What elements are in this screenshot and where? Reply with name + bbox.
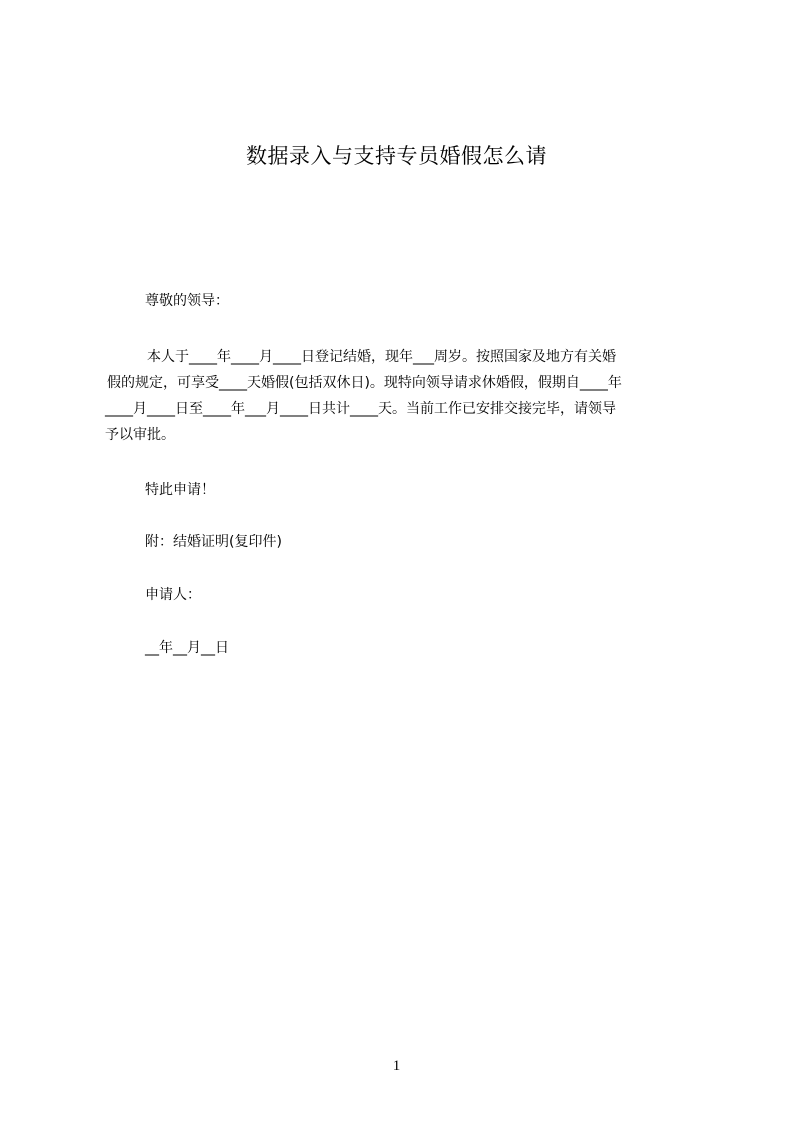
closing-statement: 特此申请！ [145,482,215,498]
applicant-label: 申请人： [145,587,201,603]
body-line: ____月____日至____年___月____日共计____天。当前工作已安排交接完毕，请领导 [105,401,616,417]
document-title: 数据录入与支持专员婚假怎么请 [246,144,547,168]
body-line: 本人于____年____月____日登记结婚，现年___周岁。按照国家及地方有关婚 [147,349,616,365]
salutation: 尊敬的领导： [145,293,229,309]
body-line: 予以审批。 [105,427,175,443]
body-paragraph [105,344,697,448]
body-line: 假的规定，可享受____天婚假(包括双休日)。现特向领导请求休婚假，假期自____年 [107,375,622,391]
attachment-note: 附：结婚证明(复印件) [145,534,282,550]
date-line: __年__月__日 [145,640,229,656]
page-number: 1 [392,1058,401,1074]
